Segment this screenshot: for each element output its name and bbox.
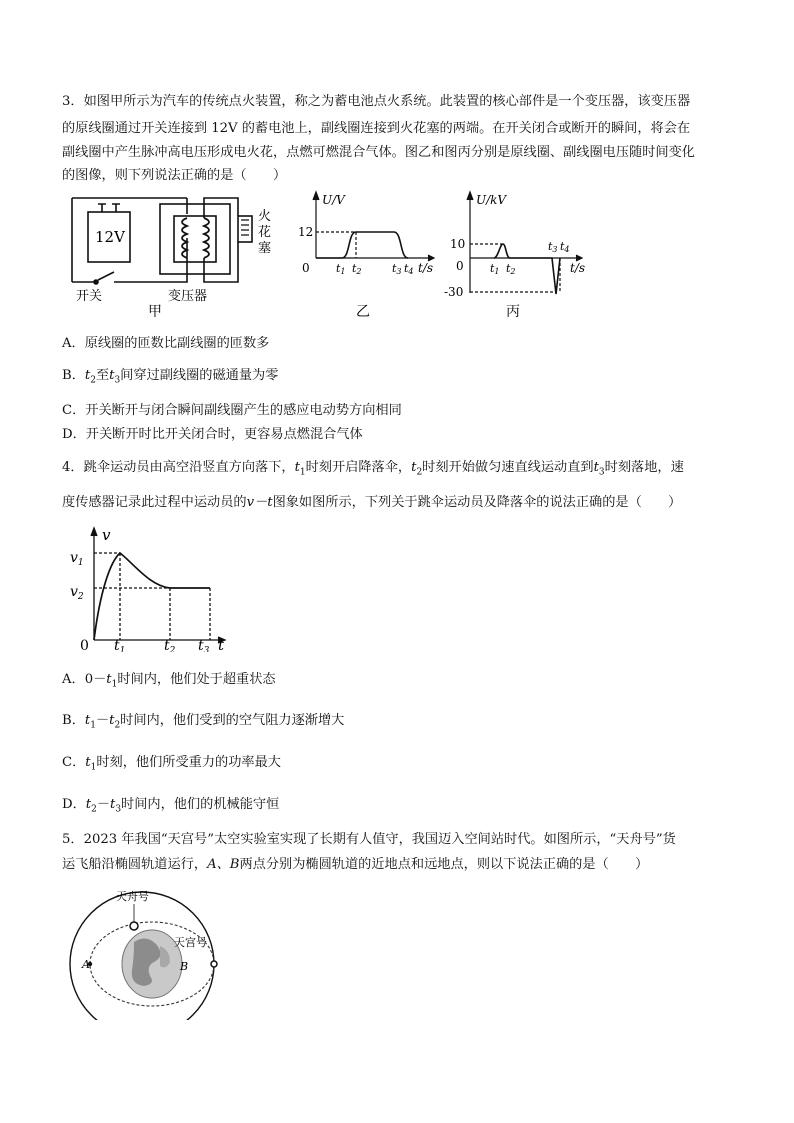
q3-stem-line-4: 的图像，则下列说法正确的是（ ） xyxy=(62,168,287,183)
point-a-label: A xyxy=(82,958,90,971)
figure-jia-circuit xyxy=(62,190,282,320)
q5-stem-line-1: 5．2023 年我国“天宫号”太空实验室实现了长期有人值守，我国迈入空间站时代。如图所示，“天舟号”货 xyxy=(62,832,676,847)
q4-t2: $t_2$ xyxy=(164,638,176,652)
q4-option-b[interactable]: B．$t_1-t_2$时间内，他们受到的空气阻力逐渐增大 xyxy=(62,713,345,731)
q3-option-c[interactable]: C．开关断开与闭合瞬间副线圈产生的感应电动势方向相同 xyxy=(62,403,402,418)
q4-xlabel-t: t xyxy=(218,636,225,652)
yi-t2: t2 xyxy=(352,262,362,276)
bing-ytick-neg30: -30 xyxy=(444,285,464,299)
bing-t3: t3 xyxy=(548,240,558,254)
yi-origin: 0 xyxy=(302,261,310,275)
q3-stem-line-1: 3．如图甲所示为汽车的传统点火装置，称之为蓄电池点火系统。此装置的核心部件是一个变压器，该变压器 xyxy=(62,94,691,109)
q3-stem-line-2: 的原线圈通过开关连接到 12V 的蓄电池上，副线圈连接到火花塞的两端。在开关闭合或断开的瞬间，将会在 xyxy=(62,121,691,136)
spark-plug-label-2: 花 xyxy=(258,225,272,240)
figure-bing-caption: 丙 xyxy=(506,304,520,320)
q4-t3: $t_3$ xyxy=(198,638,210,652)
yi-t4: t4 xyxy=(404,262,414,276)
q3-option-a[interactable]: A．原线圈的匝数比副线圈的匝数多 xyxy=(62,336,270,351)
battery-label: 12V xyxy=(95,228,125,246)
bing-t1: t1 xyxy=(490,262,500,276)
bing-ylabel: U/kV xyxy=(476,193,507,207)
figure-yi-primary-voltage xyxy=(292,188,442,323)
tianzhou-label: 天舟号 xyxy=(116,890,149,903)
figure-jia-caption: 甲 xyxy=(148,304,162,320)
figure-bing-secondary-voltage xyxy=(440,188,590,323)
bing-origin: 0 xyxy=(456,259,464,273)
q5-stem-line-2: 运飞船沿椭圆轨道运行，A、B两点分别为椭圆轨道的近地点和远地点，则以下说法正确的是（ ） xyxy=(62,857,649,872)
tiangong-label: 天宫号 xyxy=(174,936,207,949)
q4-option-c[interactable]: C．$t_1$时刻，他们所受重力的功率最大 xyxy=(62,755,281,773)
bing-t2: t2 xyxy=(506,262,516,276)
q4-stem-line-1: 4．跳伞运动员由高空沿竖直方向落下，$t_1$时刻开启降落伞，$t_2$时刻开始做匀速直线运动直到$t_3$时刻落地，速 xyxy=(62,460,684,478)
spark-plug-label-3: 塞 xyxy=(258,241,272,256)
q4-option-a[interactable]: A．$0-t_1$时间内，他们处于超重状态 xyxy=(62,672,276,690)
q4-option-d[interactable]: D．$t_2-t_3$时间内，他们的机械能守恒 xyxy=(62,797,280,815)
bing-t4: t4 xyxy=(560,240,570,254)
yi-t1: t1 xyxy=(336,262,346,276)
yi-t3: t3 xyxy=(392,262,402,276)
q4-origin: 0 xyxy=(80,638,89,652)
q4-stem-line-2: 度传感器记录此过程中运动员的v－t图象如图所示，下列关于跳伞运动员及降落伞的说法正确的是（ ） xyxy=(62,495,682,510)
q4-v2: $v_2$ xyxy=(70,584,84,602)
q3-option-b[interactable]: B．$t_2$至$t_3$间穿过副线圈的磁通量为零 xyxy=(62,368,279,386)
switch-label: 开关 xyxy=(76,289,103,304)
bing-ytick-10: 10 xyxy=(450,237,466,251)
q4-v1: $v_1$ xyxy=(70,550,84,568)
q4-t1: $t_1$ xyxy=(114,638,126,652)
q3-option-d[interactable]: D．开关断开时比开关闭合时，更容易点燃混合气体 xyxy=(62,427,363,442)
q3-stem-line-3: 副线圈中产生脉冲高电压形成电火花，点燃可燃混合气体。图乙和图丙分别是原线圈、副线圈电压随时间变化 xyxy=(62,145,695,160)
point-b-label: B xyxy=(180,960,189,973)
q4-ylabel-v: v xyxy=(102,526,111,544)
bing-xlabel: t/s xyxy=(570,261,586,275)
figure-yi-caption: 乙 xyxy=(356,304,370,320)
figure-q5-orbit xyxy=(62,880,222,1020)
transformer-label: 变压器 xyxy=(168,289,208,304)
spark-plug-label-1: 火 xyxy=(258,209,272,224)
yi-ylabel: U/V xyxy=(322,193,345,207)
yi-xlabel: t/s xyxy=(418,261,434,275)
yi-ytick-12: 12 xyxy=(298,225,314,239)
figure-q4-vt-graph xyxy=(62,522,232,652)
